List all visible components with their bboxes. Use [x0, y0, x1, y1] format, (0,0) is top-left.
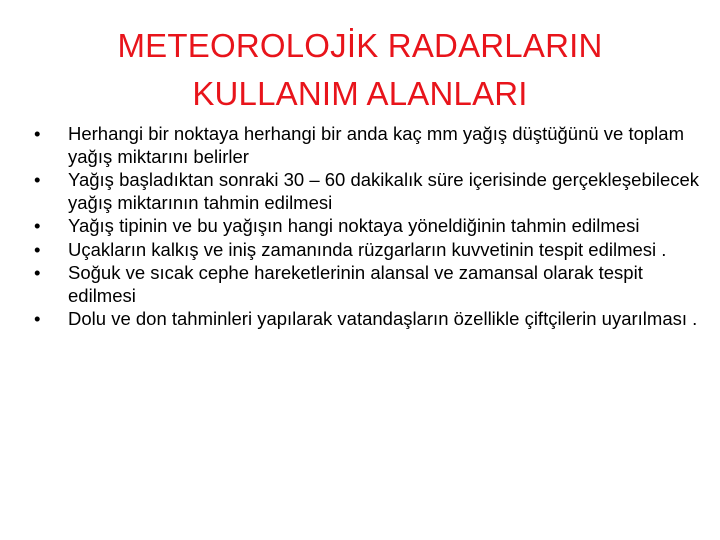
bullet-text: Soğuk ve sıcak cephe hareketlerinin alansal ve zamansal olarak tespit edilmesi	[68, 262, 643, 306]
bullet-item	[34, 239, 704, 262]
bullet-item	[34, 215, 704, 238]
bullet-dot-icon: •	[34, 123, 41, 144]
slide-title	[0, 22, 720, 118]
bullet-item	[34, 169, 704, 214]
bullet-text: Uçakların kalkış ve iniş zamanında rüzgarların kuvvetinin tespit edilmesi .	[68, 238, 667, 260]
bullet-item	[34, 123, 704, 168]
bullet-item	[34, 308, 704, 331]
bullet-dot-icon: •	[34, 169, 41, 190]
title-line-2: KULLANIM ALANLARI	[192, 75, 528, 112]
bullet-text: Herhangi bir noktaya herhangi bir anda kaç mm yağış düştüğünü ve toplam yağış miktarını belirler	[68, 123, 684, 167]
bullet-dot-icon: •	[34, 238, 41, 260]
bullet-text: Yağış tipinin ve bu yağışın hangi noktaya yöneldiğinin tahmin edilmesi	[68, 215, 640, 236]
bullet-dot-icon: •	[34, 262, 41, 283]
title-line-1: METEOROLOJİK RADARLARIN	[117, 27, 603, 64]
bullet-text: Yağış başladıktan sonraki 30 – 60 dakikalık süre içerisinde gerçekleşebilecek yağış miktarının tahmin edilmesi	[68, 169, 700, 213]
bullet-dot-icon: •	[34, 308, 41, 329]
bullet-text: Dolu ve don tahminleri yapılarak vatandaşların özellikle çiftçilerin uyarılması .	[68, 308, 698, 329]
bullet-dot-icon: •	[34, 215, 41, 236]
bullet-list	[34, 123, 704, 332]
bullet-item	[34, 262, 704, 307]
